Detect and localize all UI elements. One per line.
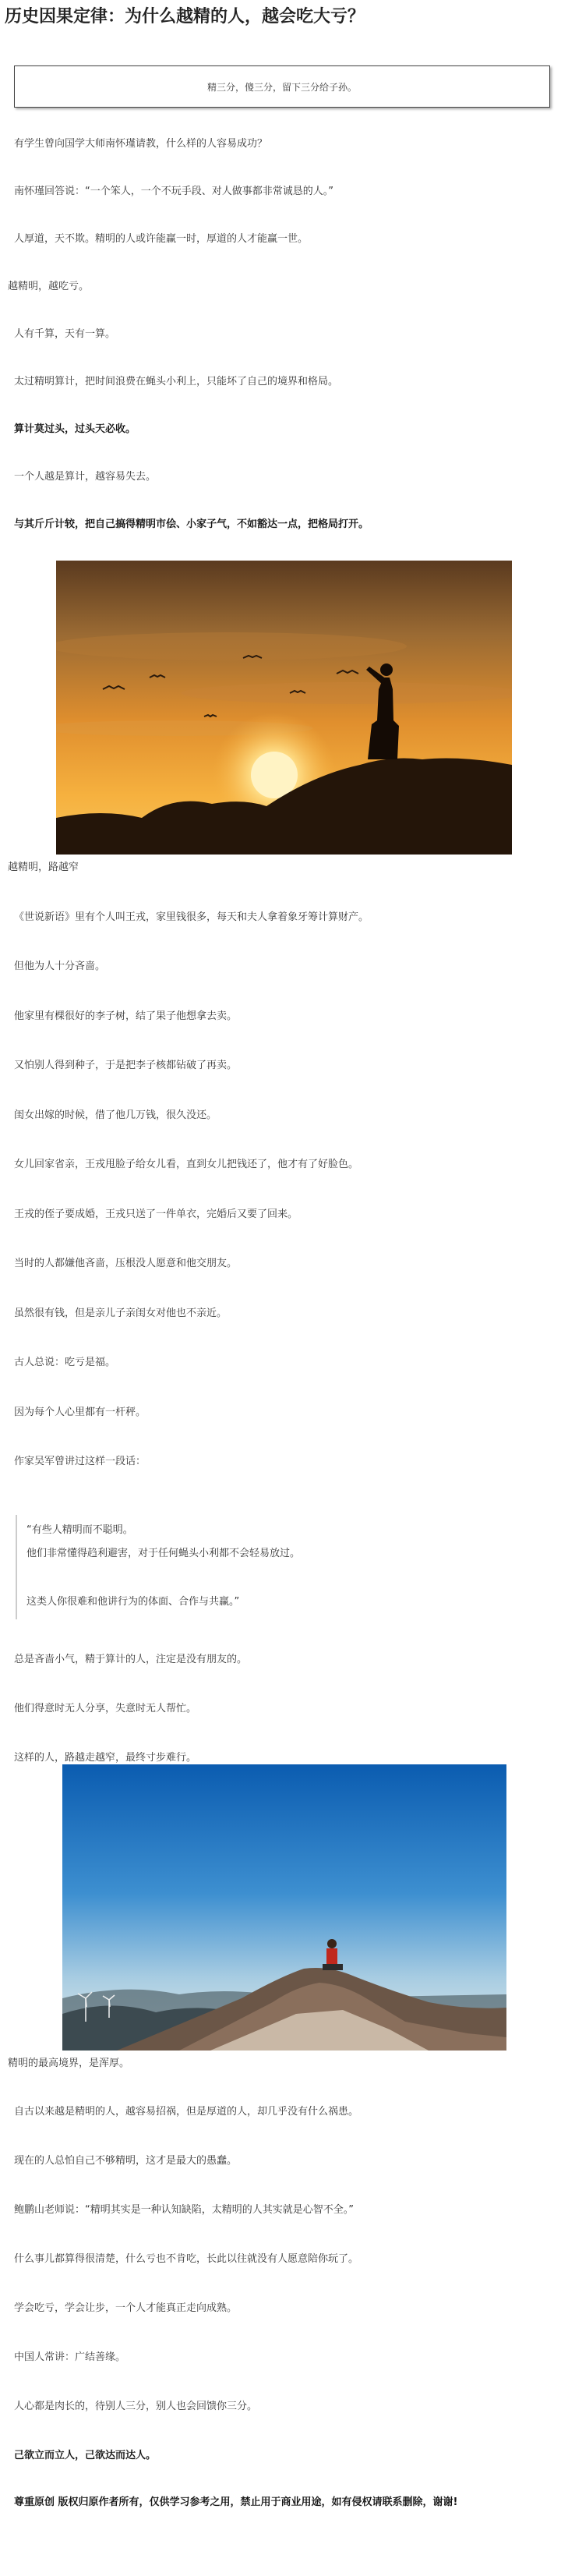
paragraph: 南怀瑾回答说：“一个笨人，一个不玩手段、对人做事都非常诚恳的人。” [14, 186, 333, 197]
paragraph: 人厚道，天不欺。精明的人或许能赢一时，厚道的人才能赢一世。 [14, 233, 309, 245]
article-title: 历史因果定律：为什么越精的人，越会吃大亏？ [5, 7, 365, 27]
paragraph: 这样的人，路越走越窄，最终寸步难行。 [14, 1752, 197, 1764]
section-heading: 越精明，路越窄 [8, 862, 79, 873]
paragraph: 女儿回家省亲，王戎甩脸子给女儿看，直到女儿把钱还了，他才有了好脸色。 [14, 1159, 359, 1170]
bold-paragraph: 己欲立而立人，己欲达而达人。 [14, 2450, 157, 2461]
paragraph: 当时的人都嫌他吝啬，压根没人愿意和他交朋友。 [14, 1258, 238, 1269]
paragraph: 王戎的侄子要成婚，王戎只送了一件单衣，完婚后又要了回来。 [14, 1208, 298, 1220]
bold-paragraph: 算计莫过头，过头天必收。 [14, 423, 136, 435]
paragraph: 因为每个人心里都有一杆秤。 [14, 1407, 146, 1418]
paragraph: 虽然很有钱，但是亲儿子亲闺女对他也不亲近。 [14, 1307, 228, 1319]
paragraph: 他家里有棵很好的李子树，结了果子他想拿去卖。 [14, 1010, 238, 1022]
paragraph: 他们得意时无人分享，失意时无人帮忙。 [14, 1703, 197, 1714]
paragraph: 《世说新语》里有个人叫王戎，家里钱很多，每天和夫人拿着象牙筹计算财产。 [14, 911, 369, 923]
paragraph: 越精明，越吃亏。 [8, 281, 90, 292]
intro-quote-box: 精三分，傻三分，留下三分给子孙。 [14, 65, 550, 108]
bold-paragraph: 与其斤斤计较，把自己搞得精明市侩、小家子气，不如豁达一点，把格局打开。 [14, 518, 369, 530]
section-heading: 精明的最高境界，是浑厚。 [8, 2058, 130, 2069]
quote-line: “有些人精明而不聪明。 [26, 1524, 133, 1536]
paragraph: 有学生曾向国学大师南怀瑾请教，什么样的人容易成功？ [14, 138, 268, 150]
sunset-hiker-image [56, 561, 512, 855]
paragraph: 人有千算，天有一算。 [14, 328, 116, 340]
mountain-top-image [62, 1764, 506, 2051]
paragraph: 现在的人总怕自己不够精明，这才是最大的愚蠢。 [14, 2155, 238, 2167]
paragraph: 中国人常讲：广结善缘。 [14, 2351, 126, 2363]
copyright-notice: 尊重原创 版权归原作者所有，仅供学习参考之用，禁止用于商业用途，如有侵权请联系删除，谢谢! [14, 2496, 458, 2508]
quote-block [16, 1515, 530, 1619]
paragraph: 总是吝啬小气，精于算计的人，注定是没有朋友的。 [14, 1654, 248, 1665]
paragraph: 但他为人十分吝啬。 [14, 961, 106, 972]
paragraph: 人心都是肉长的，待别人三分，别人也会回馈你三分。 [14, 2401, 258, 2412]
paragraph: 闺女出嫁的时候，借了他几万钱，很久没还。 [14, 1109, 217, 1121]
paragraph: 一个人越是算计，越容易失去。 [14, 471, 157, 483]
paragraph: 学会吃亏，学会让步，一个人才能真正走向成熟。 [14, 2302, 238, 2314]
paragraph: 鲍鹏山老师说：“精明其实是一种认知缺陷，太精明的人其实就是心智不全。” [14, 2204, 354, 2216]
paragraph: 什么事儿都算得很清楚，什么亏也不肯吃，长此以往就没有人愿意陪你玩了。 [14, 2253, 359, 2265]
paragraph: 又怕别人得到种子，于是把李子核都钻破了再卖。 [14, 1060, 238, 1071]
quote-line: 他们非常懂得趋利避害，对于任何蝇头小利都不会轻易放过。 [26, 1548, 301, 1559]
quote-line: 这类人你很难和他讲行为的体面、合作与共赢。” [26, 1596, 240, 1608]
paragraph: 古人总说：吃亏是福。 [14, 1357, 116, 1368]
paragraph: 作家吴军曾讲过这样一段话： [14, 1456, 146, 1467]
paragraph: 太过精明算计，把时间浪费在蝇头小利上，只能坏了自己的境界和格局。 [14, 376, 339, 387]
paragraph: 自古以来越是精明的人，越容易招祸，但是厚道的人，却几乎没有什么祸患。 [14, 2106, 359, 2118]
